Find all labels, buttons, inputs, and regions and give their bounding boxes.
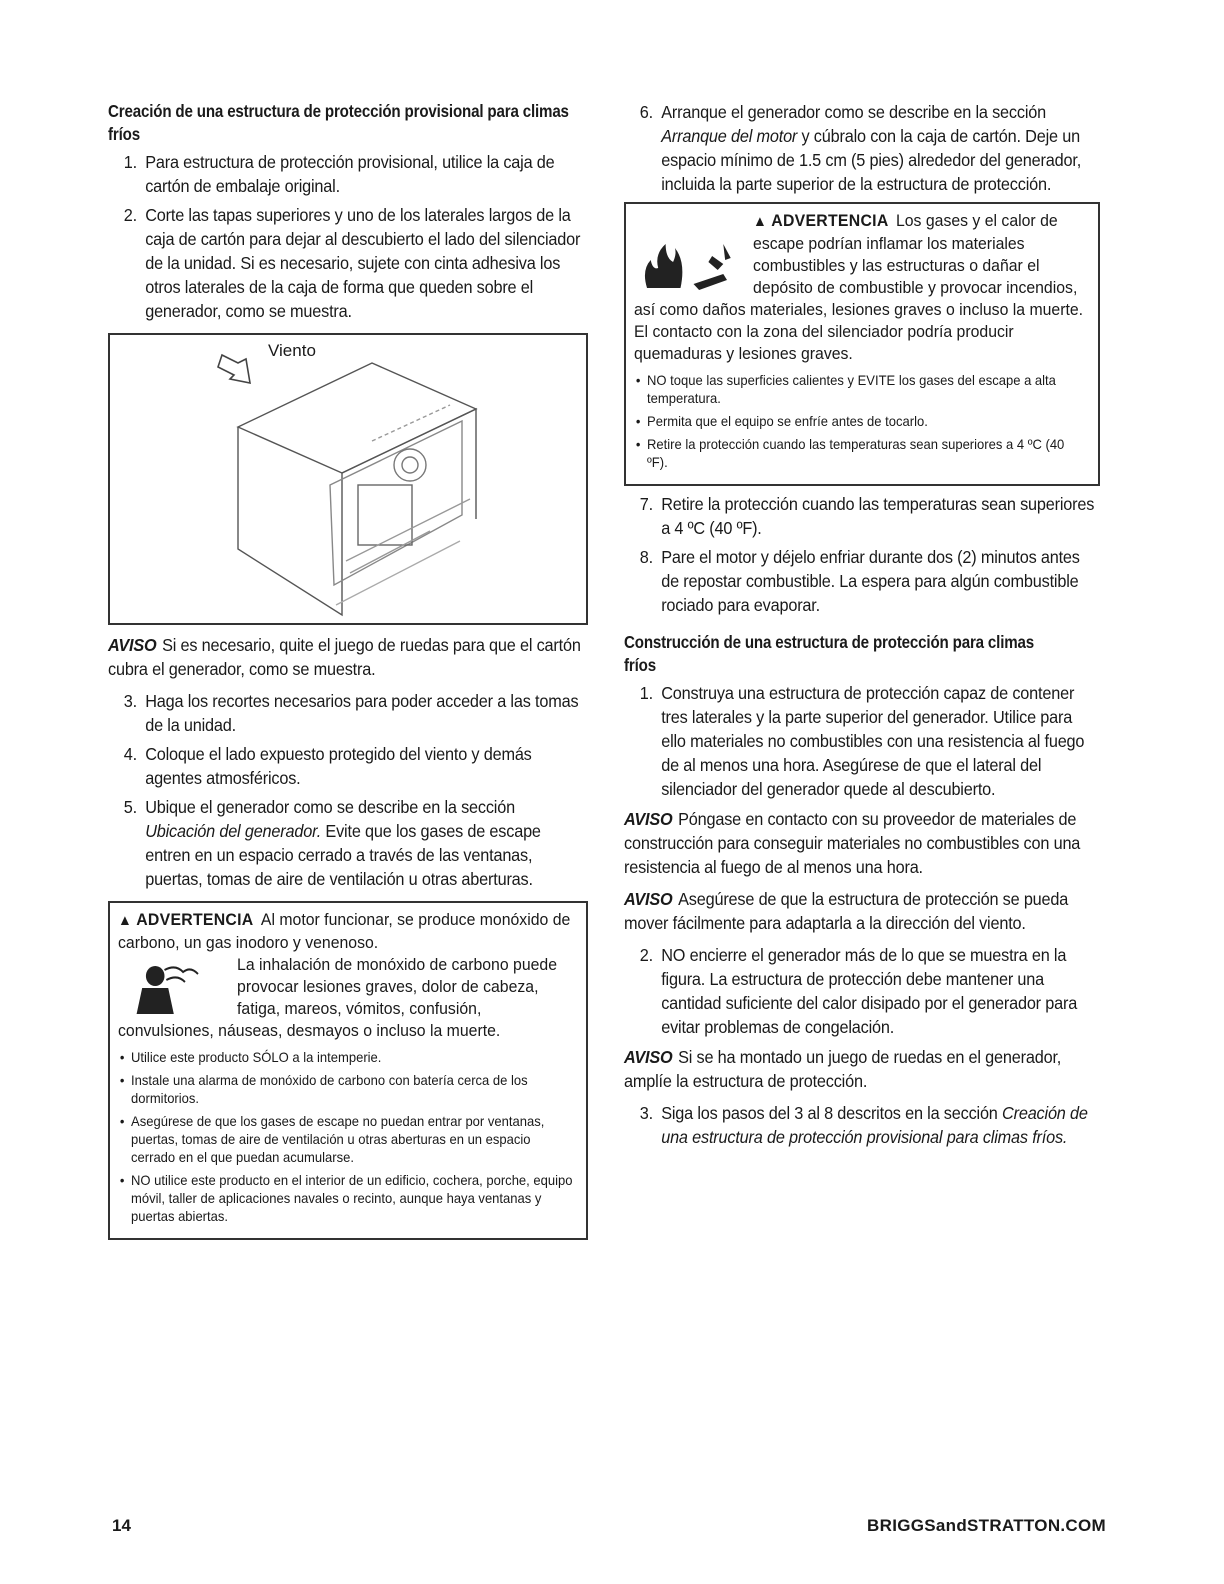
warning-triangle-icon: ▲ [753,213,767,230]
warning-bullets [118,1048,576,1225]
list-item: 2. NO encierre el generador más de lo que se muestra en la figura. La estructura de protección debe mantener una cantidad suficiente del calor disipado por el generador para evitar problemas de congelación. [639,945,1078,1037]
list-item: 8. Pare el motor y déjelo enfriar durante dos (2) minutos antes de repostar combustible. La espera para algún combustible rociado para evaporar. [639,547,1080,615]
warning-box-exhaust-heat: ▲ ADVERTENCIA Los gases y el calor de escape podrían inflamar los materiales combustibles y las estructuras o dañar el depósito de combustible y provocar incendios, así como daños materiales, lesiones graves o incluso la muerte. El contacto con la zona del silenciador podría producir quemaduras y lesiones graves. • NO toque las superficies calientes y EVITE los gases del escape a alta temperatura. • Permita que el equipo se enfríe antes de tocarlo. • Retire la protección cuando las temperaturas sean superiores a 4 ºC (40 ºF). [624,202,1100,486]
steps-list-b [108,689,586,891]
left-column [108,100,588,1240]
aviso-note-movable: AVISO Asegúrese de que la estructura de protección se pueda mover fácilmente para adaptarla a la dirección del viento. [624,889,1069,933]
right-column [624,100,1100,1154]
steps-list-a [108,150,586,323]
list-item: 3. Siga los pasos del 3 al 8 descritos en la sección Creación de una estructura de protección provisional para climas fríos. [639,1103,1088,1147]
list-item: 7. Retire la protección cuando las temperaturas sean superiores a 4 ºC (40 ºF). [639,494,1095,538]
section-heading-permanent: Construcción de una estructura de protección para climas fríos [624,632,1035,675]
list-item: • Asegúrese de que los gases de escape no puedan entrar por ventanas, puertas, tomas de aire de ventilación u otras aberturas en un espacio cerrado en el que puedan acumularse. [118,1112,576,1166]
steps-list-c3 [624,1101,1098,1149]
aviso-note-wheels: AVISO Si es necesario, quite el juego de ruedas para que el cartón cubra el generador, como se muestra. [108,635,581,679]
page-number: 14 [112,1516,131,1535]
generator-box-illustration [110,335,586,623]
list-item: 5. Ubique el generador como se describe en la sección Ubicación del generador. Evite que los gases de escape entren en un espacio cerrado a través de las ventanas, puertas, tomas de aire de ventilación u otras aberturas. [123,797,541,889]
warning-bullets [634,371,1088,471]
toxic-fumes-icon [118,958,230,1018]
section-heading-provisional: Creación de una estructura de protección provisional para climas fríos [108,101,569,144]
aviso-note-supplier: AVISO Póngase en contacto con su proveedor de materiales de construcción para conseguir materiales no combustibles con una resistencia al fuego de al menos una hora. [624,809,1081,877]
wind-arrow-icon [218,355,250,383]
website-footer: BRIGGSandSTRATTON.COM [867,1516,1106,1535]
steps-list-c1 [624,681,1098,801]
list-item: 1. Construya una estructura de protección capaz de contener tres laterales y la parte superior del generador. Utilice para ello materiales no combustibles con una resistencia al fuego de al menos una hora. Asegúrese de que el lateral del silenciador del generador quede al descubierto. [639,683,1085,799]
fire-hot-surface-icon [634,234,746,294]
list-item: • Instale una alarma de monóxido de carbono con batería cerca de los dormitorios. [118,1071,576,1107]
list-item: 1. Para estructura de protección provisional, utilice la caja de cartón de embalaje original. [123,152,555,196]
list-item: 3. Haga los recortes necesarios para poder acceder a las tomas de la unidad. [123,691,579,735]
wind-label: Viento [268,341,316,360]
warning-triangle-icon: ▲ [118,912,132,929]
list-item: 2. Corte las tapas superiores y uno de los laterales largos de la caja de cartón para dejar al descubierto el lado del silenciador de la unidad. Si es necesario, sujete con cinta adhesiva los otros laterales de la caja de forma que queden sobre el generador, como se muestra. [123,205,581,321]
steps-list-78 [624,492,1098,617]
steps-list-c2 [624,943,1098,1039]
list-item: • NO utilice este producto en el interior de un edificio, cochera, porche, equipo móvil, taller de aplicaciones navales o recinto, aunque haya ventanas y puertas abiertas. [118,1171,576,1225]
list-item: • Permita que el equipo se enfríe antes de tocarlo. [634,412,1088,430]
list-item: 4. Coloque el lado expuesto protegido del viento y demás agentes atmosféricos. [123,744,532,788]
list-item: • Utilice este producto SÓLO a la intemperie. [118,1048,576,1066]
list-item: • NO toque las superficies calientes y EVITE los gases del escape a alta temperatura. [634,371,1088,407]
generator-shelter-figure [108,333,588,625]
list-item: 6. Arranque el generador como se describe en la sección Arranque del motor y cúbralo con la caja de cartón. Deje un espacio mínimo de 1.5 cm (5 pies) alrededor del generador, incluida la parte superior de la estructura de protección. [639,102,1082,194]
list-item: • Retire la protección cuando las temperaturas sean superiores a 4 ºC (40 ºF). [634,435,1088,471]
steps-list-6 [624,100,1098,196]
warning-box-carbon-monoxide: ▲ ADVERTENCIA Al motor funcionar, se produce monóxido de carbono, un gas inodoro y venenoso. La inhalación de monóxido de carbono puede provocar lesiones graves, dolor de cabeza, fatiga, mareos, vómitos, confusión, convulsiones, náuseas, desmayos o incluso la muerte. • Utilice este producto SÓLO a la intemperie. • Instale una alarma de monóxido de carbono con batería cerca de los dormitorios. • Asegúrese de que los gases de escape no puedan entrar por ventanas, puertas, tomas de aire de ventilación u otras aberturas en un espacio cerrado en el que puedan acumularse. • NO utilice este producto en el interior de un edificio, cochera, porche, equipo móvil, taller de aplicaciones navales o recinto, aunque haya ventanas y puertas abiertas. [108,901,588,1240]
aviso-note-wheel-kit: AVISO Si se ha montado un juego de ruedas en el generador, amplíe la estructura de protección. [624,1047,1062,1091]
